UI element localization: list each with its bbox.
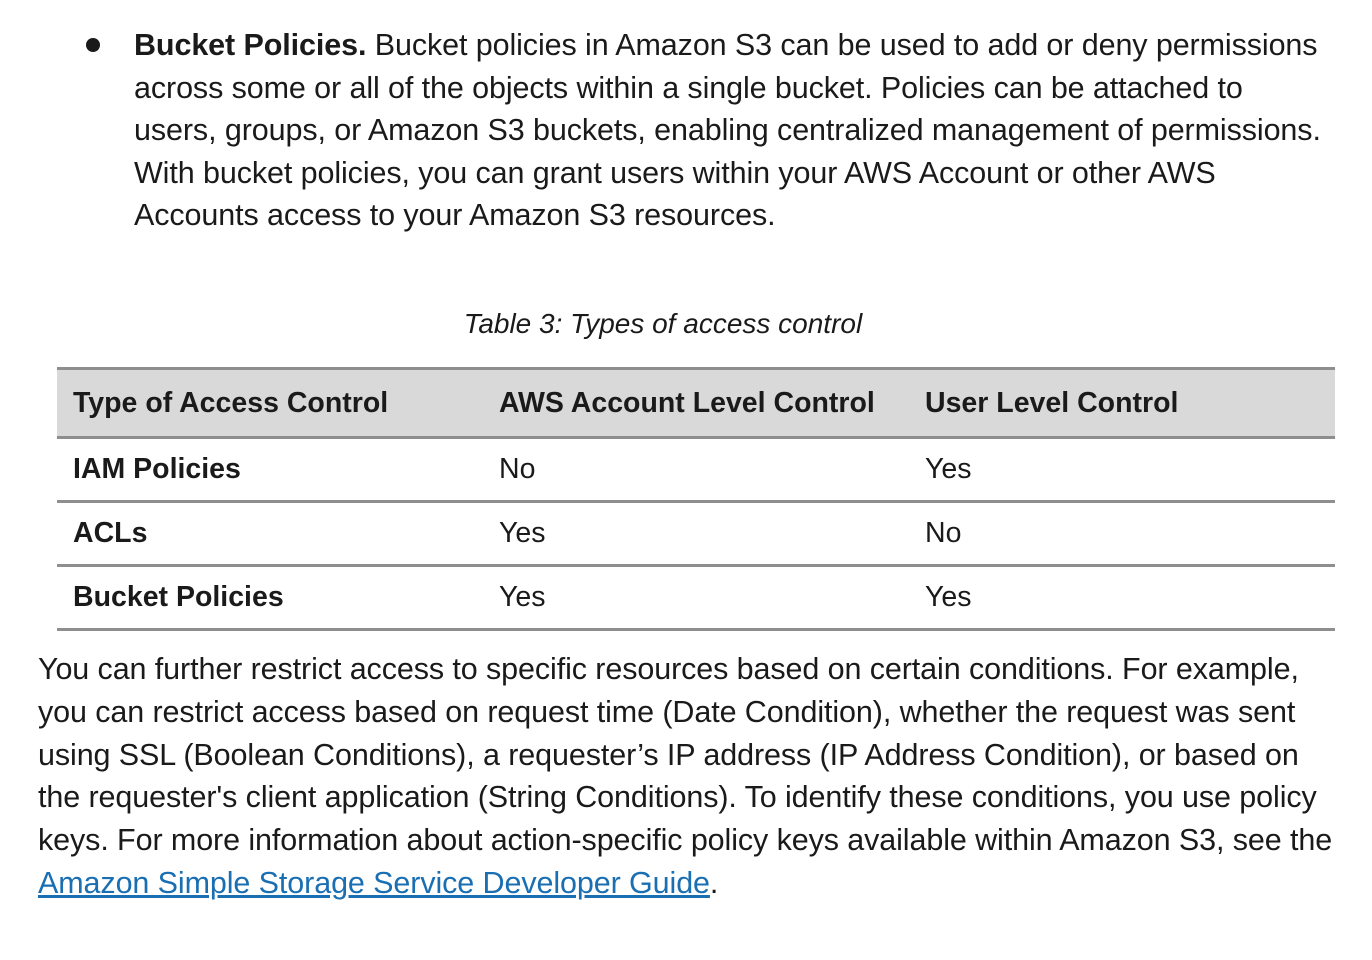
- table-row: [57, 502, 1335, 566]
- bucket-policies-bullet: [82, 24, 1332, 237]
- access-control-table: [57, 367, 1335, 631]
- paragraph-end: .: [709, 865, 719, 900]
- user-level-value: Yes: [909, 438, 1335, 502]
- account-level-value: Yes: [483, 502, 909, 566]
- table-row: [57, 566, 1335, 630]
- row-label: IAM Policies: [57, 438, 483, 502]
- table-row: [57, 438, 1335, 502]
- user-level-value: No: [909, 502, 1335, 566]
- account-level-value: Yes: [483, 566, 909, 630]
- developer-guide-link[interactable]: Amazon Simple Storage Service Developer Guide: [38, 865, 710, 900]
- user-level-value: Yes: [909, 566, 1335, 630]
- paragraph-text: You can further restrict access to specific resources based on certain conditions. For example, you can restrict access based on request time (Date Condition), whether the request was sent using SSL (Boolean Conditions), a requester’s IP address (IP Address Condition), or based on the requester's client application (String Conditions). To identify these conditions, you use policy keys. For more information about action-specific policy keys available within Amazon S3, see the: [38, 652, 1333, 858]
- bullet-body: Bucket policies in Amazon S3 can be used to add or deny permissions across some or all of the objects within a single bucket. Policies can be attached to users, groups, or Amazon S3 buckets, enabling centralized management of permissions. With bucket policies, you can grant users within your AWS Account or other AWS Accounts access to your Amazon S3 resources.: [134, 28, 1321, 233]
- header-type-of-access-control: Type of Access Control: [57, 369, 483, 438]
- bullet-title: Bucket Policies.: [134, 28, 367, 62]
- bullet-paragraph: [134, 24, 1332, 237]
- account-level-value: No: [483, 438, 909, 502]
- conditions-paragraph: [38, 648, 1338, 905]
- row-label: ACLs: [57, 502, 483, 566]
- table-header-row: [57, 369, 1335, 438]
- table-caption: Table 3: Types of access control: [463, 308, 863, 339]
- bullet-dot-icon: [86, 38, 100, 52]
- row-label: Bucket Policies: [57, 566, 483, 630]
- header-user-level-control: User Level Control: [909, 369, 1335, 438]
- header-aws-account-level-control: AWS Account Level Control: [483, 369, 909, 438]
